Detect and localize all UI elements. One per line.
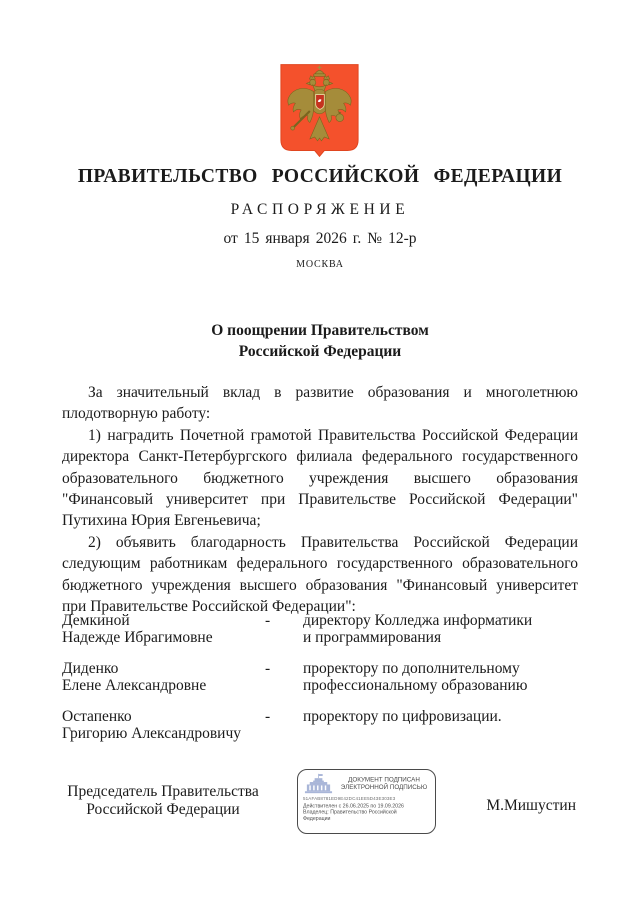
dash-separator: - <box>265 708 271 725</box>
awardee-position: проректору по дополнительному профессиональному образованию <box>303 660 528 694</box>
government-building-icon <box>303 774 334 794</box>
paragraph-item-2: 2) объявить благодарность Правительства Российской Федерации следующим работникам федерального государственного образовательного бюджетного учреждения высшего образования "Финансовый университет при Правительстве Российской Федерации": <box>62 533 578 616</box>
org-name-title: ПРАВИТЕЛЬСТВО РОССИЙСКОЙ ФЕДЕРАЦИИ <box>77 166 563 187</box>
awardee-position: проректору по цифровизации. <box>303 708 502 725</box>
certificate-number: 51AFAB8781ED9E42DC41EE5D43E303E3 <box>303 796 396 801</box>
paragraph-item-1: 1) наградить Почетной грамотой Правительства Российской Федерации директора Санкт-Петербургского филиала федерального государственного образовательного бюджетного учреждения высшего образования "Финансовый университет при Правительстве Российской Федерации" Путихина Юрия Евгеньевича; <box>62 426 578 530</box>
coat-of-arms-icon <box>278 62 361 158</box>
document-title <box>0 320 640 362</box>
stamp-title: ДОКУМЕНТ ПОДПИСАН ЭЛЕКТРОННОЙ ПОДПИСЬЮ <box>340 776 428 791</box>
awardee-name: Демкиной Надежде Ибрагимовне <box>62 612 213 646</box>
awardee-position: директору Колледжа информатики и программирования <box>303 612 533 646</box>
city-label: МОСКВА <box>296 259 344 270</box>
e-signature-stamp <box>297 769 436 834</box>
signature-title: Председатель Правительства Российской Федерации <box>67 783 259 818</box>
document-title-line1: О поощрении Правительством <box>211 322 429 339</box>
award-row <box>62 660 578 694</box>
dash-separator: - <box>265 612 271 629</box>
date-number-line: от 15 января 2026 г. № 12-р <box>223 230 417 247</box>
document-title-line2: Российской Федерации <box>238 343 402 360</box>
doc-type-title: РАСПОРЯЖЕНИЕ <box>230 201 410 218</box>
validity-period: Действителен с 26.06.2025 по 19.09.2026 <box>303 803 404 809</box>
document-body <box>62 382 578 617</box>
dash-separator: - <box>265 660 271 677</box>
paragraph-intro: За значительный вклад в развитие образования и многолетнюю плодотворную работу: <box>62 384 578 423</box>
award-row <box>62 708 578 742</box>
awardee-name: Диденко Елене Александровне <box>62 660 207 694</box>
awards-list <box>62 612 578 756</box>
certificate-owner: Владелец: Правительство Российской Федерации <box>303 809 397 822</box>
award-row <box>62 612 578 646</box>
awardee-name: Остапенко Григорию Александровичу <box>62 708 241 742</box>
signature-name: М.Мишустин <box>486 797 576 814</box>
